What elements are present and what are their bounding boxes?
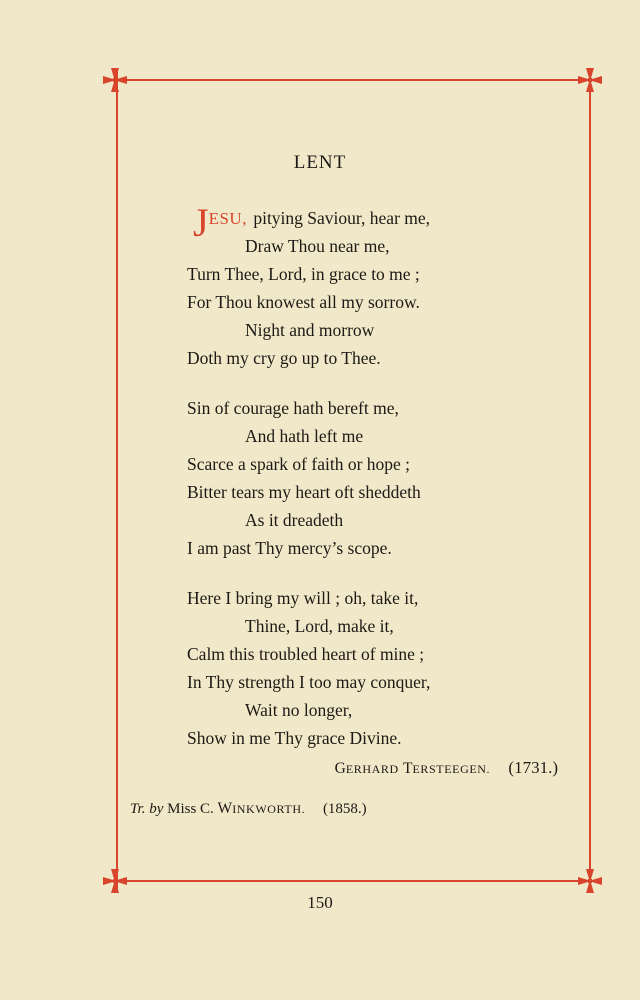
page-number: 150 — [307, 893, 333, 912]
poem-line: For Thou knowest all my sorrow. — [187, 292, 420, 312]
poem-line: Sin of courage hath bereft me, — [187, 398, 399, 418]
translation-prefix: Tr. by — [130, 801, 164, 817]
poem-line: Bitter tears my heart oft sheddeth — [187, 482, 421, 502]
poem-line: Scarce a spark of faith or hope ; — [187, 454, 411, 474]
author-last-initial: T — [403, 760, 413, 777]
border-top-rule — [103, 79, 592, 81]
opening-rest: pitying Saviour, hear me, — [253, 208, 431, 228]
poem-line: Thine, Lord, make it, — [245, 616, 394, 636]
poem-line: Draw Thou near me, — [245, 236, 390, 256]
poem-line: I am past Thy mercy’s scope. — [187, 538, 392, 558]
author-first-rest: ERHARD — [345, 762, 399, 776]
poem-line: Calm this troubled heart of mine ; — [187, 644, 425, 664]
poem-lines — [187, 232, 430, 752]
cross-pattee-icon — [578, 869, 602, 893]
poem-line: In Thy strength I too may conquer, — [187, 672, 431, 692]
poem-line — [193, 200, 431, 245]
poem-line: Wait no longer, — [245, 700, 353, 720]
stanza-break — [187, 372, 430, 394]
border-bottom-rule — [103, 880, 592, 882]
opening-caps: ESU, — [208, 209, 247, 228]
translator-initial: W — [217, 800, 233, 817]
poem-line: Show in me Thy grace Divine. — [187, 728, 402, 748]
drop-cap: J — [193, 200, 209, 245]
poem-line: Turn Thee, Lord, in grace to me ; — [187, 264, 420, 284]
author-last-rest: ERSTEEGEN. — [412, 762, 491, 776]
translator-rest: INKWORTH. — [232, 802, 306, 816]
author-year: (1731.) — [508, 758, 558, 777]
border-right-rule — [589, 70, 591, 890]
poem-line: And hath left me — [245, 426, 364, 446]
cross-pattee-icon — [578, 68, 602, 92]
poem-line: As it dreadeth — [245, 510, 344, 530]
poem-line: Here I bring my will ; oh, take it, — [187, 588, 419, 608]
cross-pattee-icon — [103, 869, 127, 893]
border-left-rule — [116, 70, 118, 890]
translation-year: (1858.) — [322, 801, 367, 817]
poem-title: LENT — [293, 152, 347, 173]
stanza-break — [187, 562, 430, 584]
translation-credit — [130, 800, 367, 818]
poem-line: Night and morrow — [245, 320, 375, 340]
translator-name-plain: Miss C. — [167, 801, 214, 817]
author-first-initial: G — [334, 760, 346, 777]
poem-body — [187, 200, 431, 752]
poem-line: Doth my cry go up to Thee. — [187, 348, 381, 368]
author-attribution — [335, 758, 558, 778]
cross-pattee-icon — [103, 68, 127, 92]
